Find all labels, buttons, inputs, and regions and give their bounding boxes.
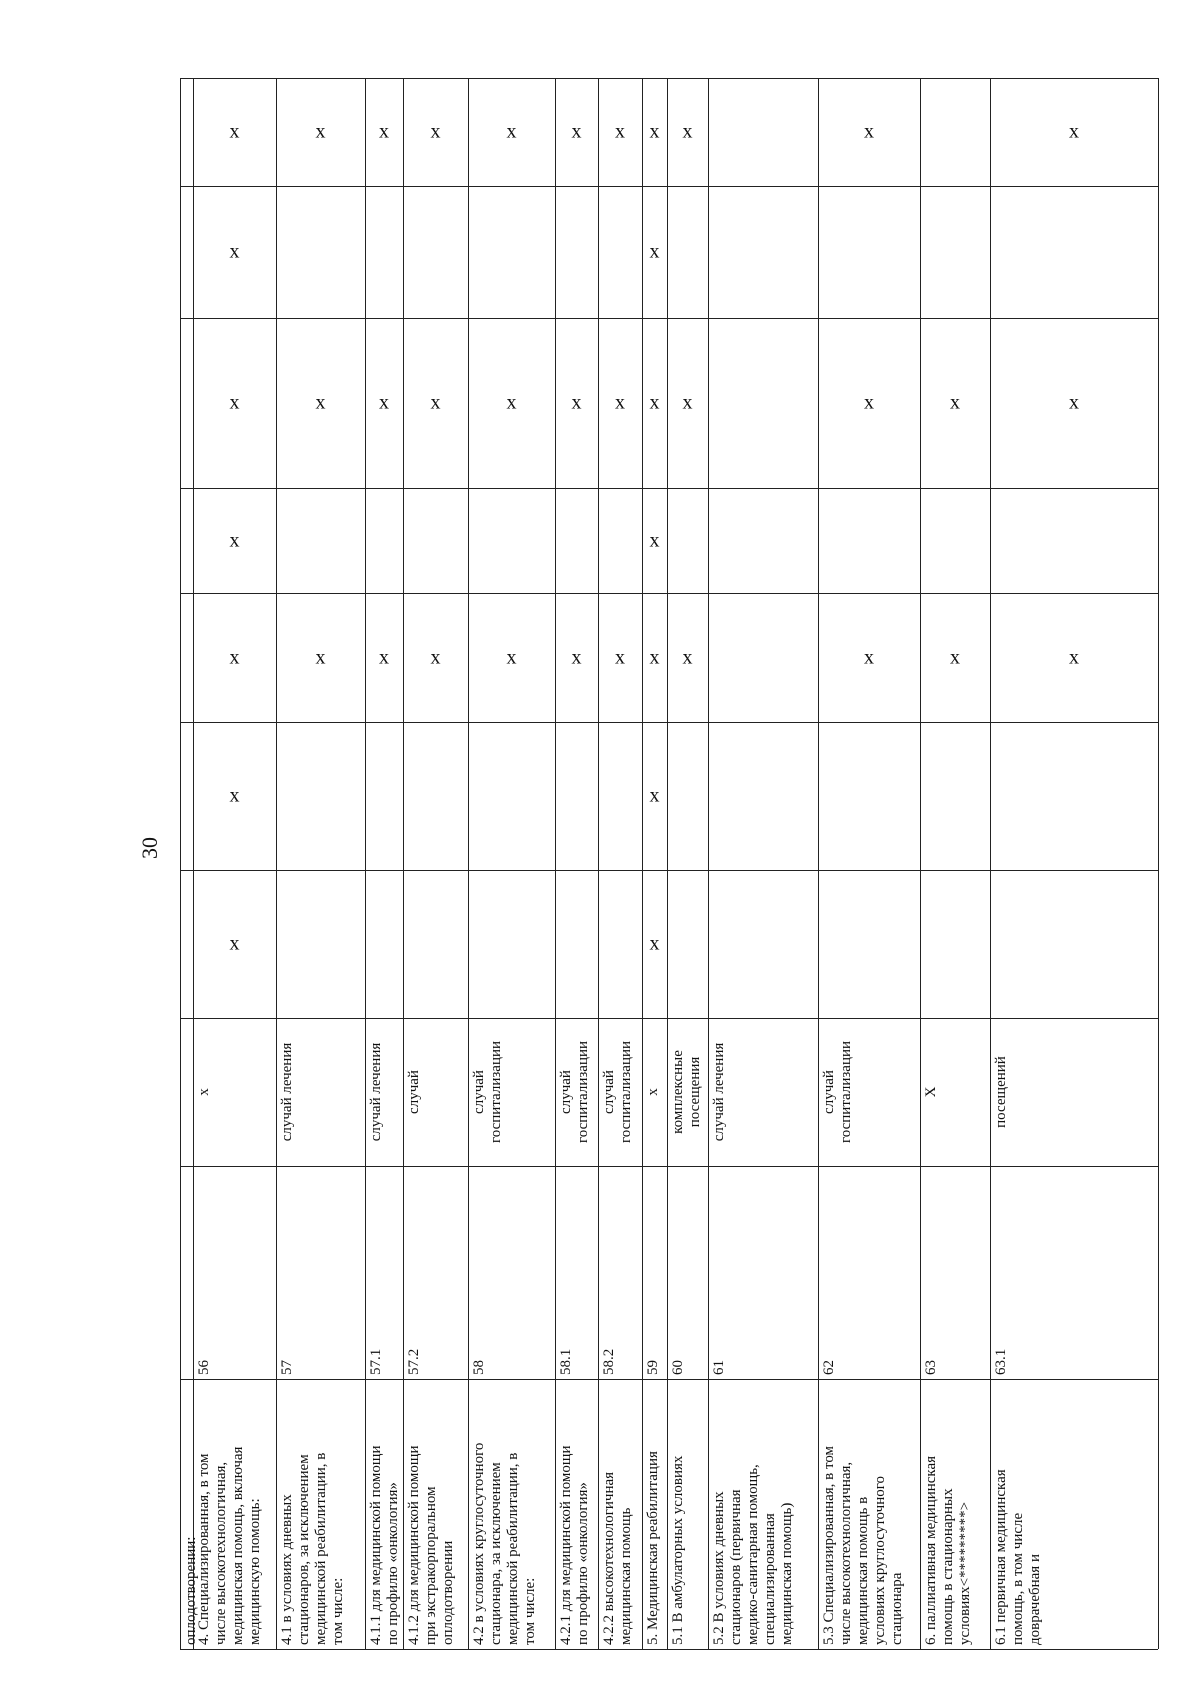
x-mark: x [615,120,625,143]
unit-cell: случай госпитализации [601,1040,634,1144]
row-label: оплодотворении: [183,1536,199,1645]
row-code: 57.1 [368,1348,384,1375]
x-mark: x [950,646,960,668]
x-mark: x [506,120,517,143]
row-label: 5.1 В амбулаторных условиях [670,1455,686,1645]
x-mark: x [649,529,660,551]
column-divider [180,1018,1158,1019]
row-divider [1158,78,1159,1649]
x-mark: x [229,529,240,551]
x-mark: x [1069,391,1079,414]
column-divider [180,722,1158,723]
x-mark: x [615,391,625,414]
unit-cell: случай госпитализации [558,1040,591,1144]
x-mark: x [315,391,326,414]
x-mark: x [379,391,389,414]
row-label: 5. Медицинская реабилитация [645,1451,661,1645]
x-mark: x [571,646,582,668]
row-divider [920,78,921,1649]
x-mark: x [649,120,660,143]
x-mark: x [229,932,240,955]
x-mark: x [430,391,441,414]
row-code: 56 [196,1360,212,1375]
row-code: 60 [670,1360,686,1375]
unit-cell: комплексные посещения [670,1050,703,1134]
x-mark: x [864,120,874,143]
row-code: 61 [711,1360,727,1375]
unit-cell: X [923,1086,939,1098]
x-mark: x [229,240,240,263]
unit-cell: случай госпитализации [821,1040,854,1144]
unit-cell: случай лечения [711,1042,727,1142]
row-code: 63 [923,1360,939,1375]
row-label: 4.1.1 для медицинской помощи по профилю «онкология» [368,1445,401,1645]
row-divider [180,78,181,1649]
x-mark: x [864,646,874,668]
column-divider [180,318,1158,319]
unit-cell: случай лечения [368,1042,384,1142]
x-mark: x [682,646,693,668]
column-divider [180,1379,1158,1380]
x-mark: x [229,120,240,143]
row-code: 62 [821,1360,837,1375]
row-label: 5.2 В условиях дневных стационаров (первичная медико-санитарная помощь, специализированная медицинская помощь) [711,1464,795,1645]
row-code: 59 [645,1360,661,1375]
row-code: 57.2 [406,1348,422,1375]
column-divider [180,1649,1158,1650]
row-label: 4.1 в условиях дневных стационаров, за исключением медицинской реабилитации, в том числе: [279,1452,346,1645]
x-mark: x [649,391,660,414]
row-label: 5.3 Специализированная, в том числе высокотехнологичная, медицинская помощь в условиях круглосуточного стационара [821,1445,905,1645]
x-mark: x [315,646,326,668]
x-mark: x [950,391,960,414]
column-divider [180,593,1158,594]
x-mark: x [1069,646,1079,668]
row-divider [667,78,668,1649]
row-divider [403,78,404,1649]
x-mark: x [506,391,517,414]
row-label: 4.2.1 для медицинской помощи по профилю «онкология» [558,1445,591,1645]
row-divider [642,78,643,1649]
x-mark: x [649,932,660,955]
x-mark: x [682,391,693,414]
row-label: 6.1 первичная медицинская помощь, в том числе доврачебная и [993,1469,1043,1645]
unit-cell: посещений [993,1056,1009,1128]
column-divider [180,488,1158,489]
column-divider [180,186,1158,187]
x-mark: x [649,784,660,807]
row-label: 4.2.2 высокотехнологичная медицинская помощь [601,1471,634,1645]
row-divider [598,78,599,1649]
x-mark: x [229,646,240,668]
column-divider [180,78,1158,79]
row-label: 6. паллиативная медицинская помощь в стационарных условиях<*********> [923,1455,973,1645]
x-mark: x [649,240,660,263]
row-label: 4.2 в условиях круглосуточного стационара, за исключением медицинской реабилитации, в том числе: [471,1442,538,1645]
column-divider [180,1166,1158,1167]
row-divider [708,78,709,1649]
row-code: 58.1 [558,1348,574,1375]
page-number: 30 [137,837,162,859]
x-mark: x [571,391,582,414]
x-mark: x [315,120,326,143]
x-mark: x [506,646,517,668]
row-divider [276,78,277,1649]
row-code: 58.2 [601,1348,617,1375]
row-label: 4.1.2 для медицинской помощи при экстракорпоральном оплодотворении [406,1445,456,1645]
x-mark: x [379,120,389,143]
row-divider [990,78,991,1649]
x-mark: x [430,120,441,143]
x-mark: x [649,646,660,668]
unit-cell: x [645,1088,661,1096]
unit-cell: x [196,1088,212,1096]
x-mark: x [682,120,693,143]
x-mark: x [229,391,240,414]
row-code: 58 [471,1360,487,1375]
column-divider [180,870,1158,871]
row-divider [555,78,556,1649]
row-code: 63.1 [993,1348,1009,1375]
x-mark: x [229,784,240,807]
row-divider [818,78,819,1649]
x-mark: x [864,391,874,414]
x-mark: x [571,120,582,143]
unit-cell: случай госпитализации [471,1040,504,1144]
x-mark: x [615,646,625,668]
unit-cell: случай [406,1070,422,1114]
x-mark: x [430,646,441,668]
row-code: 57 [279,1360,295,1375]
row-divider [365,78,366,1649]
unit-cell: случай лечения [279,1042,295,1142]
x-mark: x [1069,120,1079,143]
row-label: 4. Специализированная, в том числе высокотехнологичная, медицинская помощь, включая медицинскую помощь: [196,1446,263,1645]
row-divider [468,78,469,1649]
x-mark: x [379,646,389,668]
